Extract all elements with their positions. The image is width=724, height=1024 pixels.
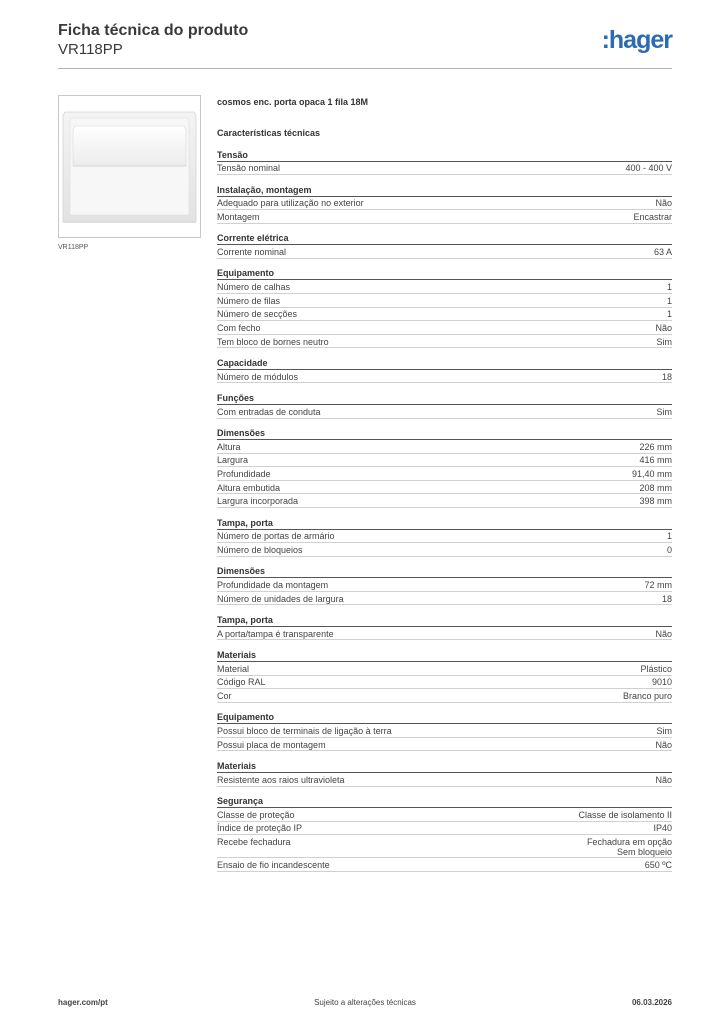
- spec-row: [217, 858, 672, 872]
- spec-value-line: Sim: [656, 336, 672, 347]
- spec-value-line: 416 mm: [639, 455, 672, 466]
- spec-value-line: 1: [666, 282, 672, 293]
- spec-label: Ensaio de fio incandescente: [217, 859, 330, 870]
- spec-label: Altura embutida: [217, 482, 281, 493]
- spec-row: [217, 627, 672, 641]
- spec-section: [217, 614, 672, 641]
- spec-row: [217, 592, 672, 606]
- spec-row: [217, 162, 672, 176]
- spec-value-line: 398 mm: [639, 496, 672, 507]
- spec-value-line: 63 A: [653, 247, 672, 258]
- spec-value-line: 226 mm: [639, 441, 672, 452]
- spec-value: [639, 442, 672, 453]
- section-title: Funções: [217, 392, 672, 405]
- spec-section: [217, 795, 672, 872]
- section-title: Equipamento: [217, 711, 672, 724]
- spec-row: [217, 724, 672, 738]
- spec-value: [639, 496, 672, 507]
- spec-section: [217, 711, 672, 751]
- spec-section: [217, 517, 672, 557]
- spec-label: Classe de proteção: [217, 809, 295, 820]
- spec-value-line: Não: [655, 739, 672, 750]
- spec-value-line: Encastrar: [633, 211, 672, 222]
- spec-section: [217, 149, 672, 176]
- spec-value: [653, 823, 672, 834]
- spec-value-line: Não: [655, 322, 672, 333]
- spec-row: [217, 280, 672, 294]
- section-title: Capacidade: [217, 357, 672, 370]
- spec-value-line: 91,40 mm: [631, 469, 672, 480]
- footer-website: hager.com/pt: [58, 998, 108, 1007]
- spec-row: [217, 308, 672, 322]
- spec-label: Adequado para utilização no exterior: [217, 198, 364, 209]
- spec-label: Profundidade da montagem: [217, 579, 329, 590]
- section-title: Segurança: [217, 795, 672, 808]
- spec-label: Corrente nominal: [217, 247, 287, 258]
- spec-row: [217, 245, 672, 259]
- spec-label: Com entradas de conduta: [217, 406, 321, 417]
- spec-row: [217, 543, 672, 557]
- spec-heading: Características técnicas: [217, 128, 321, 138]
- spec-row: [217, 822, 672, 836]
- spec-label: Número de portas de armário: [217, 531, 335, 542]
- spec-value: [655, 323, 672, 334]
- spec-value-line: 18: [661, 371, 672, 382]
- spec-value: [632, 469, 672, 480]
- page-header: [58, 20, 672, 70]
- spec-label: Altura: [217, 441, 241, 452]
- spec-section: [217, 565, 672, 605]
- spec-row: [217, 321, 672, 335]
- spec-value: [625, 163, 672, 174]
- spec-value: [657, 407, 673, 418]
- spec-value-line: 1: [666, 295, 672, 306]
- spec-value-line: Fechadura em opção: [586, 837, 672, 848]
- document-title: Ficha técnica do produto: [58, 22, 249, 39]
- spec-value-line: 18: [661, 593, 672, 604]
- footer-date: 06.03.2026: [631, 998, 672, 1007]
- spec-row: [217, 467, 672, 481]
- spec-value: [657, 726, 673, 737]
- spec-value-line: 400 - 400 V: [625, 163, 672, 174]
- spec-value-line: 0: [666, 544, 672, 555]
- product-code: VR118PP: [58, 41, 123, 58]
- spec-label: Código RAL: [217, 677, 266, 688]
- spec-row: [217, 662, 672, 676]
- spec-label: Profundidade: [217, 469, 271, 480]
- logo-text: hager: [608, 26, 672, 54]
- spec-value: [578, 810, 672, 821]
- spec-value: [623, 691, 672, 702]
- spec-value-line: Sim: [656, 726, 672, 737]
- spec-value-line: Não: [655, 628, 672, 639]
- spec-value: [652, 677, 672, 688]
- spec-value-line: Sim: [656, 406, 672, 417]
- image-caption: VR118PP: [58, 244, 89, 251]
- spec-value-line: Branco puro: [622, 690, 672, 701]
- spec-row: [217, 808, 672, 822]
- spec-row: [217, 335, 672, 349]
- spec-row: [217, 578, 672, 592]
- header-divider: [58, 68, 672, 69]
- section-title: Materiais: [217, 760, 672, 773]
- spec-sections: [217, 149, 672, 872]
- section-title: Instalação, montagem: [217, 184, 672, 197]
- spec-section: [217, 427, 672, 508]
- footer-disclaimer: Sujeito a alterações técnicas: [314, 998, 416, 1007]
- spec-row: [217, 210, 672, 224]
- spec-value: [645, 860, 672, 871]
- hager-logo: :hager: [601, 26, 672, 54]
- spec-value: [667, 282, 672, 293]
- product-name: cosmos enc. porta opaca 1 fila 18M: [217, 97, 369, 107]
- spec-value-line: 1: [666, 309, 672, 320]
- spec-value-line: Classe de isolamento II: [578, 809, 672, 820]
- spec-value: [655, 198, 672, 209]
- spec-row: [217, 294, 672, 308]
- spec-label: Índice de proteção IP: [217, 823, 303, 834]
- spec-label: Número de secções: [217, 309, 298, 320]
- spec-label: Largura: [217, 455, 249, 466]
- spec-value: [667, 296, 672, 307]
- spec-section: [217, 392, 672, 419]
- spec-label: Número de unidades de largura: [217, 593, 344, 604]
- spec-row: [217, 405, 672, 419]
- spec-label: Recebe fechadura: [217, 837, 291, 848]
- spec-value-line: Não: [655, 774, 672, 785]
- spec-label: Tem bloco de bornes neutro: [217, 336, 329, 347]
- spec-value-line: 9010: [651, 677, 672, 688]
- spec-section: [217, 184, 672, 224]
- enclosure-illustration: [59, 96, 200, 237]
- spec-row: [217, 676, 672, 690]
- spec-row: [217, 530, 672, 544]
- spec-row: [217, 454, 672, 468]
- spec-label: Resistente aos raios ultravioleta: [217, 774, 345, 785]
- spec-label: Número de módulos: [217, 371, 299, 382]
- product-image: [58, 95, 201, 238]
- spec-value: [640, 664, 672, 675]
- spec-value: [633, 212, 672, 223]
- spec-row: [217, 370, 672, 384]
- spec-label: Com fecho: [217, 322, 261, 333]
- spec-row: [217, 689, 672, 703]
- spec-label: Número de bloqueios: [217, 544, 303, 555]
- spec-value: [644, 580, 672, 591]
- spec-value: [662, 372, 672, 383]
- spec-section: [217, 232, 672, 259]
- spec-row: [217, 835, 672, 858]
- spec-row: [217, 494, 672, 508]
- spec-value-line: 650 ºC: [644, 859, 672, 870]
- spec-value: [655, 629, 672, 640]
- section-title: Corrente elétrica: [217, 232, 672, 245]
- spec-label: Número de calhas: [217, 282, 291, 293]
- spec-value-line: Não: [655, 198, 672, 209]
- spec-label: Cor: [217, 690, 232, 701]
- spec-value: [667, 531, 672, 542]
- section-title: Materiais: [217, 649, 672, 662]
- spec-section: [217, 267, 672, 348]
- spec-value: [654, 247, 672, 258]
- spec-section: [217, 760, 672, 787]
- spec-value: [639, 455, 672, 466]
- spec-label: Possui bloco de terminais de ligação à terra: [217, 726, 392, 737]
- spec-value: [667, 545, 672, 556]
- section-title: Dimensões: [217, 427, 672, 440]
- spec-value-line: 208 mm: [639, 482, 672, 493]
- spec-value: [587, 837, 672, 857]
- spec-value-line: 1: [666, 531, 672, 542]
- section-title: Tampa, porta: [217, 517, 672, 530]
- section-title: Equipamento: [217, 267, 672, 280]
- section-title: Tensão: [217, 149, 672, 162]
- spec-label: Largura incorporada: [217, 496, 299, 507]
- spec-row: [217, 481, 672, 495]
- spec-label: Número de filas: [217, 295, 281, 306]
- spec-label: Material: [217, 663, 250, 674]
- section-title: Tampa, porta: [217, 614, 672, 627]
- spec-value: [657, 337, 673, 348]
- specification-table: [217, 95, 672, 872]
- spec-value-line: IP40: [653, 823, 672, 834]
- spec-value: [655, 740, 672, 751]
- spec-value: [667, 309, 672, 320]
- spec-value-line: 72 mm: [644, 579, 672, 590]
- spec-value: [655, 775, 672, 786]
- spec-row: [217, 773, 672, 787]
- spec-value: [639, 483, 672, 494]
- spec-section: [217, 357, 672, 384]
- spec-row: [217, 197, 672, 211]
- section-title: Dimensões: [217, 565, 672, 578]
- spec-label: Possui placa de montagem: [217, 739, 326, 750]
- spec-row: [217, 440, 672, 454]
- spec-value: [662, 594, 672, 605]
- spec-label: Tensão nominal: [217, 163, 281, 174]
- spec-value-line: Sem bloqueio: [616, 847, 672, 858]
- spec-label: Montagem: [217, 211, 260, 222]
- spec-value-line: Plástico: [640, 663, 672, 674]
- spec-label: A porta/tampa é transparente: [217, 628, 334, 639]
- spec-section: [217, 649, 672, 703]
- spec-row: [217, 738, 672, 752]
